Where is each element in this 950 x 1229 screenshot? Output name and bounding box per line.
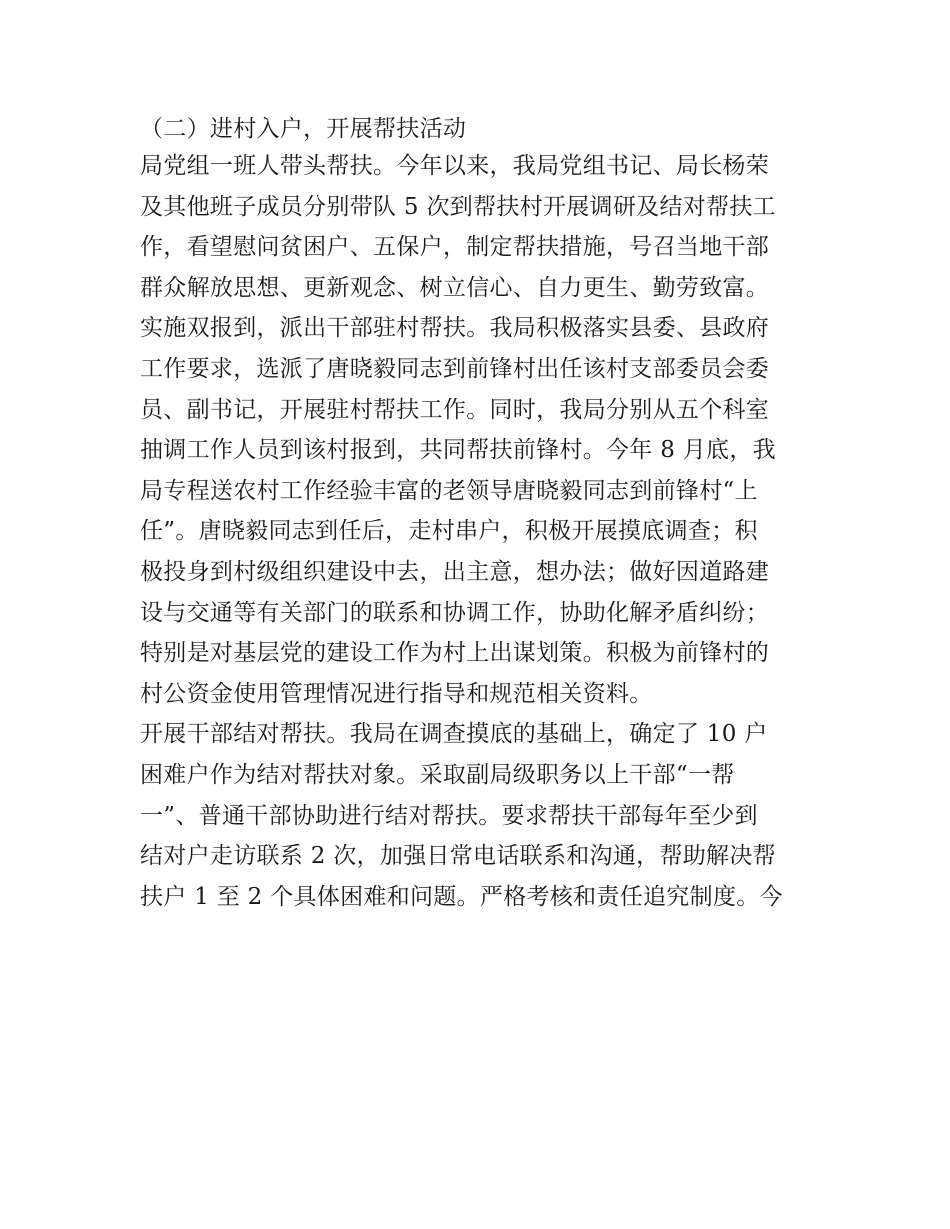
text-line: 抽调工作人员到该村报到，共同帮扶前锋村。今年 8 月底，我 [140,437,776,464]
text-line: 一”、普通干部协助进行结对帮扶。要求帮扶干部每年至少到 [140,802,758,829]
text-line: 局专程送农村工作经验丰富的老领导唐晓毅同志到前锋村“上 [140,477,758,504]
body-text [140,112,820,917]
section-heading: （二）进村入户，开展帮扶活动 [140,116,467,142]
text-line: 工作要求，选派了唐晓毅同志到前锋村出任该村支部委员会委 [140,355,770,382]
text-line: 员、副书记，开展驻村帮扶工作。同时，我局分别从五个科室 [140,396,770,423]
text-line: 村公资金使用管理情况进行指导和规范相关资料。 [140,680,653,707]
text-line: 局党组一班人带头帮扶。今年以来，我局党组书记、局长杨荣 [140,153,770,179]
text-line: 极投身到村级组织建设中去，出主意，想办法；做好因道路建 [140,558,770,585]
text-line: 困难户作为结对帮扶对象。采取副局级职务以上干部“一帮 [140,761,735,788]
text-line: 作，看望慰问贫困户、五保户，制定帮扶措施，号召当地干部 [140,234,770,261]
text-line: 群众解放思想、更新观念、树立信心、自力更生、勤劳致富。 [140,274,770,301]
text-line: 及其他班子成员分别带队 5 次到帮扶村开展调研及结对帮扶工 [140,193,776,220]
text-line: 开展干部结对帮扶。我局在调查摸底的基础上，确定了 10 户 [140,721,768,748]
text-line: 结对户走访联系 2 次，加强日常电话联系和沟通，帮助解决帮 [140,843,776,870]
text-line: 任”。唐晓毅同志到任后，走村串户，积极开展摸底调查；积 [140,518,758,545]
text-line: 设与交通等有关部门的联系和协调工作，协助化解矛盾纠纷； [140,599,770,626]
text-line: 扶户 1 至 2 个具体困难和问题。严格考核和责任追究制度。今 [140,883,783,910]
text-line: 实施双报到，派出干部驻村帮扶。我局积极落实县委、县政府 [140,315,770,342]
text-line: 特别是对基层党的建设工作为村上出谋划策。积极为前锋村的 [140,640,770,667]
